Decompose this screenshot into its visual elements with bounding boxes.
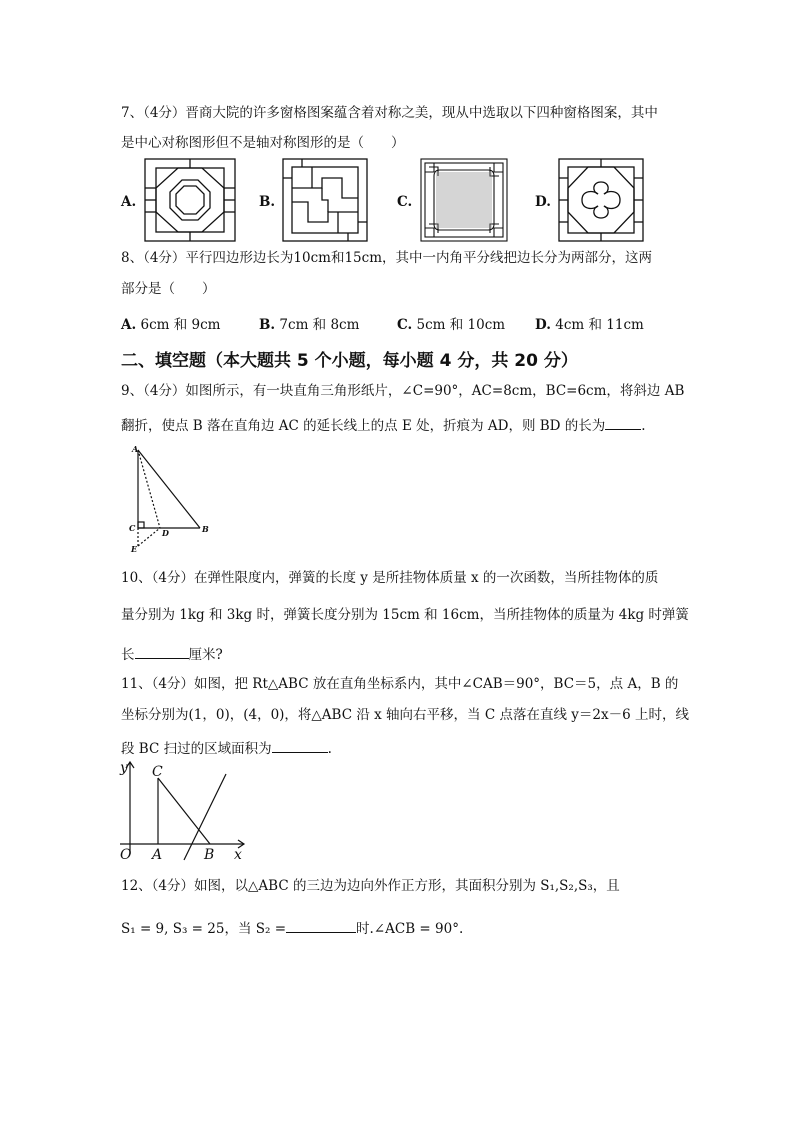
q7-option-c-figure (420, 158, 508, 242)
q10-line1: 10、（4分）在弹性限度内，弹簧的长度 y 是所挂物体质量 x 的一次函数，当所挂物体的质 (121, 570, 659, 586)
q7-line2: 是中心对称图形但不是轴对称图形的是（ ） (121, 135, 405, 151)
q12-line1: 12、（4分）如图，以△ABC 的三边为边向外作正方形，其面积分别为 S₁,S₂,S₃，且 (121, 878, 620, 894)
section-title: 二、填空题（本大题共 5 个小题，每小题 4 分，共 20 分） (121, 351, 578, 371)
q9-line2: 翻折，使点 B 落在直角边 AC 的延长线上的点 E 处，折痕为 AD，则 BD 的长为 . (121, 418, 646, 434)
q7-option-d-figure (558, 158, 644, 242)
q10-line3: 长 厘米? (121, 647, 223, 663)
q8-option-d: D. 4cm 和 11cm (535, 317, 644, 333)
q11-coordinate-figure (116, 758, 248, 866)
q11-line2: 坐标分别为(1，0)，(4，0)，将△ABC 沿 x 轴向右平移，当 C 点落在直线 y＝2x－6 上时，线 (121, 707, 689, 723)
q12-line2: S₁ = 9, S₃ = 25，当 S₂ = 时.∠ACB = 90°. (121, 921, 464, 937)
q7-line1: 7、（4分）晋商大院的许多窗格图案蕴含着对称之美，现从中选取以下四种窗格图案，其中 (121, 105, 658, 121)
q7-option-b-figure (282, 158, 368, 242)
q11-line1: 11、（4分）如图，把 Rt△ABC 放在直角坐标系内，其中∠CAB＝90°，BC＝5，点 A，B 的 (121, 676, 679, 692)
q9-label-b: B (202, 524, 209, 534)
q9-label-a: A (132, 444, 139, 454)
q11-line3: 段 BC 扫过的区域面积为 . (121, 741, 332, 757)
q11-label-y: y (120, 760, 128, 776)
q9-line1: 9、（4分）如图所示，有一块直角三角形纸片，∠C=90°，AC=8cm，BC=6cm，将斜边 AB (121, 383, 685, 399)
q8-option-a: A. 6cm 和 9cm (121, 317, 221, 333)
q9-triangle-figure (126, 442, 226, 554)
q9-label-c: C (129, 523, 136, 533)
q8-option-c: C. 5cm 和 10cm (397, 317, 506, 333)
q8-line1: 8、（4分）平行四边形边长为10cm和15cm，其中一内角平分线把边长分为两部分，这两 (121, 250, 653, 266)
q7-option-a-figure (144, 158, 236, 242)
q8-line2: 部分是（ ） (121, 281, 216, 297)
q8-option-b: B. 7cm 和 8cm (259, 317, 360, 333)
q9-label-e: E (131, 544, 138, 554)
q11-label-a: A (152, 847, 163, 863)
q7-option-a-label: A. (121, 194, 137, 210)
q7-option-b-label: B. (259, 194, 276, 210)
q11-label-o: O (120, 847, 132, 863)
q11-label-x: x (234, 847, 242, 863)
q7-option-c-label: C. (397, 194, 413, 210)
q11-label-b: B (204, 847, 215, 863)
q10-line2: 量分别为 1kg 和 3kg 时，弹簧长度分别为 15cm 和 16cm，当所挂物体的质量为 4kg 时弹簧 (121, 607, 689, 623)
q11-label-c: C (152, 764, 163, 780)
q7-option-d-label: D. (535, 194, 551, 210)
q9-label-d: D (162, 528, 169, 538)
